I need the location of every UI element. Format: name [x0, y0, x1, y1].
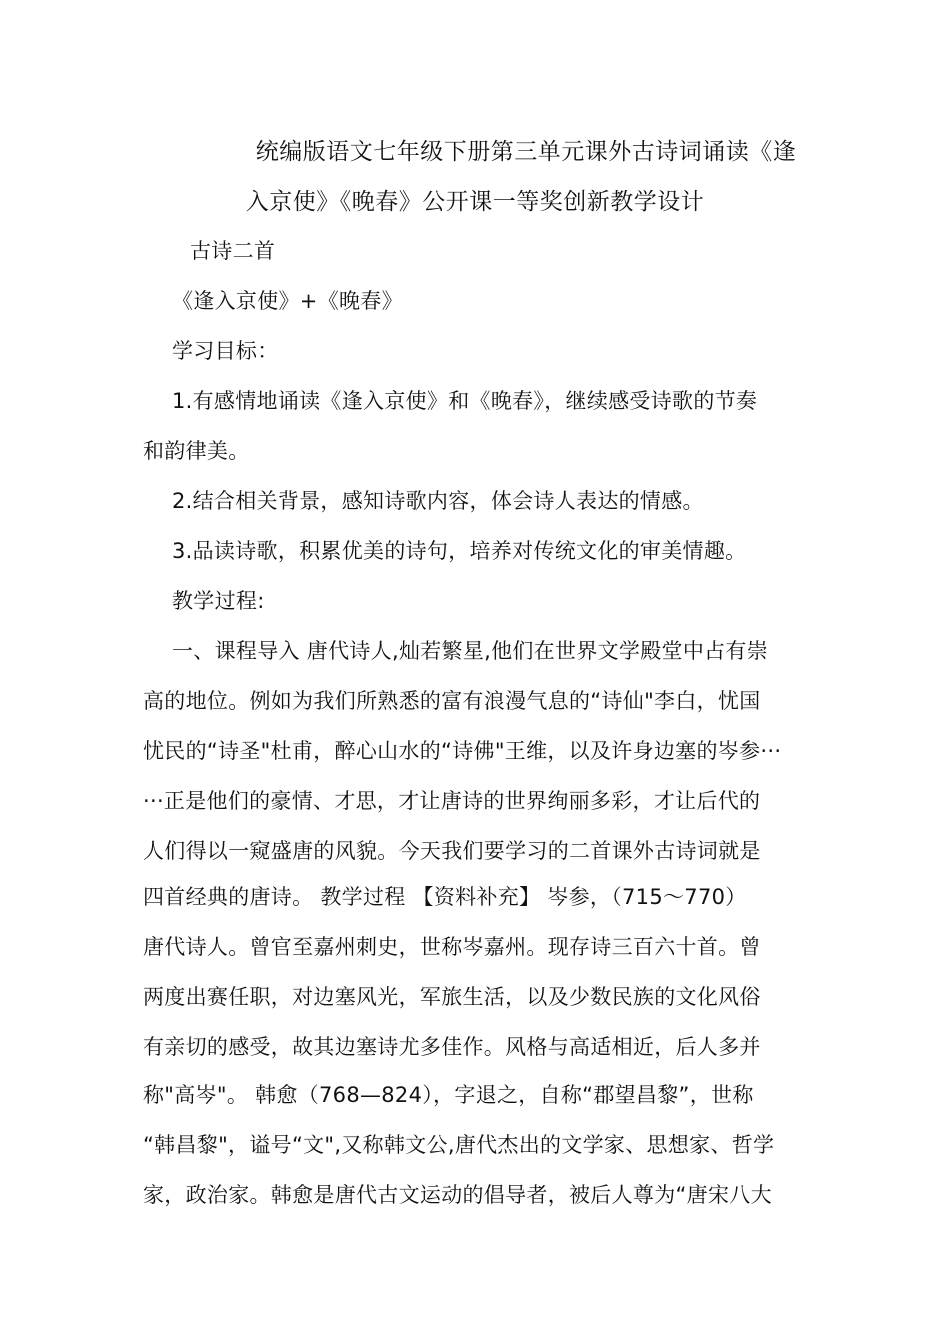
body-paragraph-line: 四首经典的唐诗。 教学过程 【资料补充】 岑参，（715～770） — [143, 885, 747, 909]
document-title-line-2: 入京使》《晚春》公开课一等奖创新教学设计 — [245, 189, 705, 215]
body-paragraph-line: 称"高岑"。 韩愈（768—824），字退之，自称“郡望昌黎”，世称 — [143, 1083, 754, 1107]
body-paragraph-line: 高的地位。例如为我们所熟悉的富有浪漫气息的“诗仙"李白，忧国 — [143, 689, 761, 713]
objective-3: 3.品读诗歌，积累优美的诗句，培养对传统文化的审美情趣。 — [172, 539, 747, 563]
section-heading-poems: 古诗二首 — [190, 239, 276, 263]
body-paragraph-line: 两度出赛任职，对边塞风光，军旅生活，以及少数民族的文化风俗 — [143, 985, 761, 1009]
objectives-heading: 学习目标： — [172, 339, 279, 363]
body-paragraph-line: 一、课程导入 唐代诗人,灿若繁星,他们在世界文学殿堂中占有崇 — [172, 639, 769, 663]
body-paragraph-line: 家，政治家。韩愈是唐代古文运动的倡导者，被后人尊为“唐宋八大 — [143, 1183, 772, 1207]
objective-1-line-1: 1.有感情地诵读《逢入京使》和《晚春》，继续感受诗歌的节奏 — [172, 389, 758, 413]
objective-1-line-2: 和韵律美。 — [143, 439, 250, 463]
body-paragraph-line: “韩昌黎"，谥号“文",又称韩文公,唐代杰出的文学家、思想家、哲学 — [143, 1133, 775, 1157]
body-paragraph-line: ···正是他们的豪情、才思，才让唐诗的世界绚丽多彩，才让后代的 — [143, 789, 761, 813]
document-title-line-1: 统编版语文七年级下册第三单元课外古诗词诵读《逢 — [255, 139, 797, 165]
body-paragraph-line: 有亲切的感受，故其边塞诗尤多佳作。风格与高适相近，后人多并 — [143, 1035, 761, 1059]
body-paragraph-line: 人们得以一窥盛唐的风貌。今天我们要学习的二首课外古诗词就是 — [143, 839, 761, 863]
body-paragraph-line: 忧民的“诗圣"杜甫，醉心山水的“诗佛"王维，以及许身边塞的岑参··· — [143, 739, 782, 763]
process-heading: 教学过程: — [172, 589, 265, 613]
body-paragraph-line: 唐代诗人。曾官至嘉州刺史，世称岑嘉州。现存诗三百六十首。曾 — [143, 935, 761, 959]
poem-titles-line: 《逢入京使》+《晚春》 — [172, 289, 403, 313]
objective-2: 2.结合相关背景，感知诗歌内容，体会诗人表达的情感。 — [172, 489, 704, 513]
